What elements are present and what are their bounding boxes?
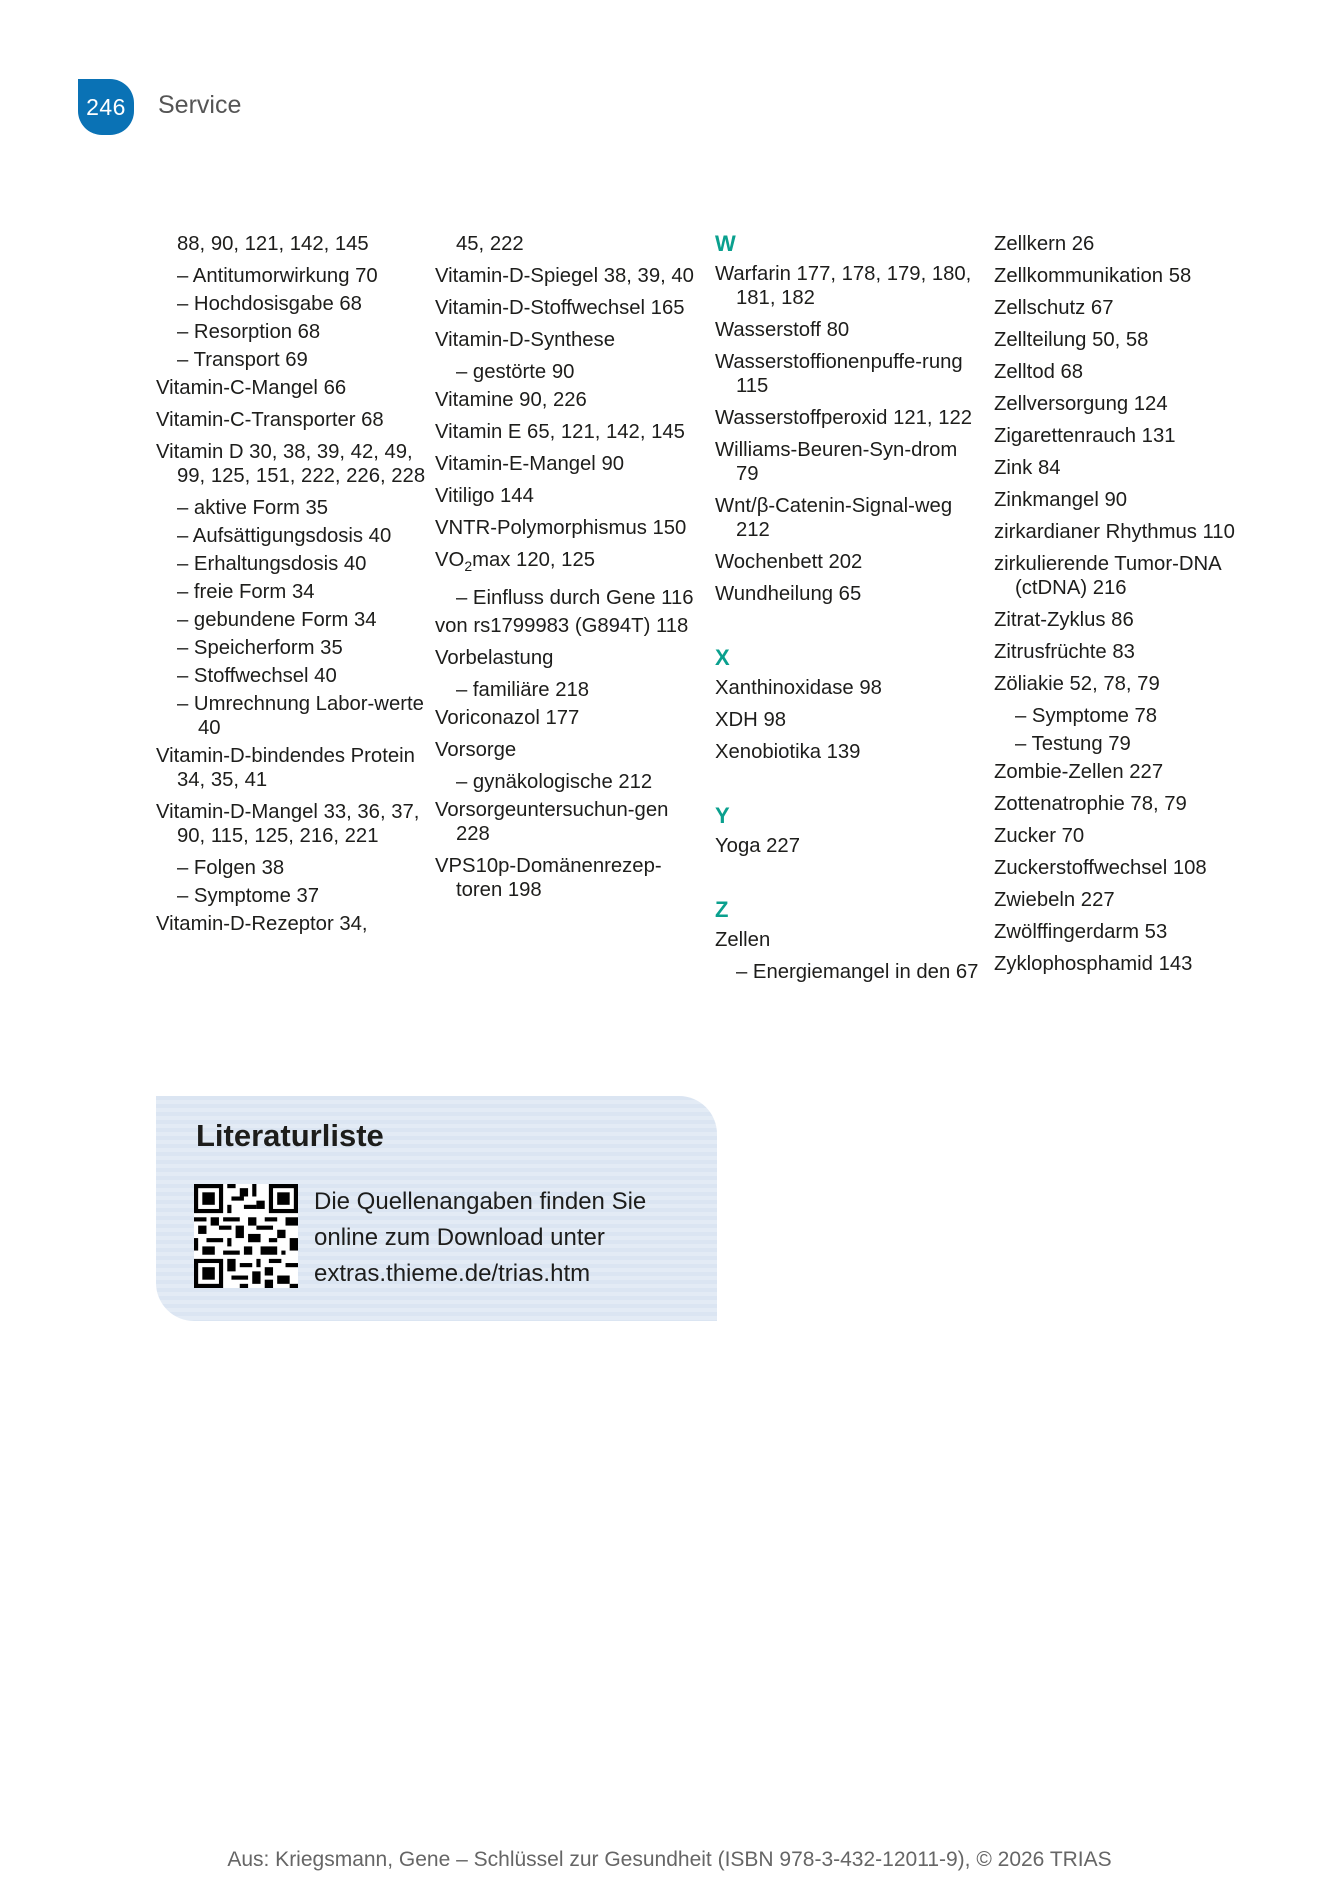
index-entry: Xenobiotika 139 [715,741,861,763]
index-subentry: – Einfluss durch Gene 116 [435,586,705,610]
index-entry: Zombie-Zellen 227 [994,761,1164,783]
index-entry: Wundheilung 65 [715,583,862,605]
index-subentry: – Resorption 68 [156,320,426,344]
index-letter-heading: Z [715,897,729,922]
qr-code-icon[interactable] [194,1184,298,1288]
entry-remainder: max 120, 125 [472,549,596,571]
index-entry: Zellversorgung 124 [994,393,1168,415]
section-title: Service [158,91,242,119]
index-entry: Warfarin 177, 178, 179, 180, 181, 182 [715,263,972,309]
index-subentry: – gynäkologische 212 [435,770,705,794]
index-subentry: – Folgen 38 [156,856,426,880]
index-subentry: – Umrechnung Labor-werte 40 [156,692,426,740]
index-column-3 [715,232,985,988]
index-entry: VNTR-Polymorphismus 150 [435,517,687,539]
literature-link[interactable]: extras.thieme.de/trias.htm [314,1260,591,1287]
index-entry: Zellkern 26 [994,233,1095,255]
index-entry: Zwölffingerdarm 53 [994,921,1168,943]
index-entry: Wasserstoffionenpuffe-rung 115 [715,351,963,397]
index-subentry: – Testung 79 [994,732,1244,756]
index-letter-heading: W [715,231,736,256]
index-entry: Vitamin-D-Spiegel 38, 39, 40 [435,265,694,287]
literature-box [156,1096,717,1321]
index-subentry: – Erhaltungsdosis 40 [156,552,426,576]
index-entry: Voriconazol 177 [435,707,580,730]
index-entry: Vorsorge [435,739,517,762]
index-subentry: – aktive Form 35 [156,496,426,520]
index-entry: Vitamin-D-Synthese [435,329,615,351]
index-subentry: – Symptome 37 [156,884,426,908]
index-entry: Zucker 70 [994,825,1085,847]
index-entry: Zottenatrophie 78, 79 [994,793,1187,815]
index-entry: Zitrat-Zyklus 86 [994,609,1134,631]
index-entry: VPS10p-Domänenrezep-toren 198 [435,855,662,902]
page-number-badge: 246 [78,79,134,135]
index-entry: Vitiligo 144 [435,485,534,507]
index-subentry: – Antitumorwirkung 70 [156,264,426,288]
index-subentry: – Hochdosisgabe 68 [156,292,426,316]
index-entry: Vitamin-D-bindendes Protein 34, 35, 41 [156,745,415,791]
index-entry: Vorsorgeuntersuchun-gen 228 [435,799,669,846]
index-entry: Zinkmangel 90 [994,489,1128,511]
literature-text [314,1184,694,1292]
index-column-4 [994,232,1244,984]
footer-citation: Aus: Kriegsmann, Gene – Schlüssel zur Gesundheit (ISBN 978-3-432-12011-9), © 2026 TRIAS [227,1848,1112,1871]
index-entry: Vitamin-D-Mangel 33, 36, 37, 90, 115, 125, 216, 221 [156,801,420,847]
index-subentry: – Aufsättigungsdosis 40 [156,524,426,548]
index-entry: Zellkommunikation 58 [994,265,1192,287]
index-entry: von rs1799983 (G894T) 118 [435,615,689,638]
index-entry: Zellen [715,929,771,951]
index-subentry: – Energiemangel in den 67 [715,960,985,984]
entry-term: VO [435,549,465,571]
index-subentry: – Transport 69 [156,348,426,372]
index-entry: Vitamin D 30, 38, 39, 42, 49, 99, 125, 151, 222, 226, 228 [156,441,426,487]
index-entry: Yoga 227 [715,835,800,857]
index-entry: Vitamin-C-Transporter 68 [156,409,384,431]
index-entry: Zuckerstoffwechsel 108 [994,857,1207,879]
index-entry: Vitamin-C-Mangel 66 [156,377,347,399]
index-entry [435,548,705,578]
index-entry: Vorbelastung [435,647,554,670]
index-entry: Zwiebeln 227 [994,889,1115,911]
index-entry: Wasserstoff 80 [715,319,850,341]
entry-subscript: 2 [464,558,473,575]
index-entry: Zigarettenrauch 131 [994,425,1176,447]
literature-line-1: Die Quellenangaben finden Sie [314,1188,647,1215]
index-entry: Zellteilung 50, 58 [994,329,1149,351]
index-subentry: – Speicherform 35 [156,636,426,660]
index-column-1 [156,232,426,944]
index-entry: Xanthinoxidase 98 [715,677,882,699]
index-letter-heading: X [715,645,730,670]
index-entry: Zyklophosphamid 143 [994,953,1193,975]
index-entry: Zöliakie 52, 78, 79 [994,673,1160,695]
literature-title: Literaturliste [196,1118,384,1153]
index-column-2 [435,232,705,910]
index-entry: Wnt/β-Catenin-Signal-weg 212 [715,495,953,541]
index-entry: Williams-Beuren-Syn-drom 79 [715,439,958,485]
index-entry: Zellschutz 67 [994,297,1114,319]
index-entry: XDH 98 [715,709,787,731]
index-entry: zirkulierende Tumor-DNA (ctDNA) 216 [994,553,1221,599]
index-entry: Vitamin-D-Stoffwechsel 165 [435,297,685,319]
literature-line-2: online zum Download unter [314,1224,605,1251]
index-entry: Zink 84 [994,457,1061,479]
index-subentry: – Symptome 78 [994,704,1244,728]
index-entry-continued: 88, 90, 121, 142, 145 [177,233,369,255]
index-entry: Vitamine 90, 226 [435,389,587,411]
index-subentry: – Stoffwechsel 40 [156,664,426,688]
index-entry: Wochenbett 202 [715,551,863,573]
index-entry: Vitamin E 65, 121, 142, 145 [435,421,685,443]
index-entry: Vitamin-E-Mangel 90 [435,453,625,475]
index-letter-heading: Y [715,803,730,828]
index-entry: Vitamin-D-Rezeptor 34, [156,913,368,935]
index-subentry: – freie Form 34 [156,580,426,604]
index-entry: Zitrusfrüchte 83 [994,641,1135,663]
index-entry: Wasserstoffperoxid 121, 122 [715,407,973,429]
index-entry-continued: 45, 222 [456,233,524,255]
index-entry: zirkardianer Rhythmus 110 [994,521,1235,543]
index-subentry: – gestörte 90 [435,360,705,384]
index-subentry: – familiäre 218 [435,678,705,702]
index-entry: Zelltod 68 [994,361,1084,383]
index-subentry: – gebundene Form 34 [156,608,426,632]
